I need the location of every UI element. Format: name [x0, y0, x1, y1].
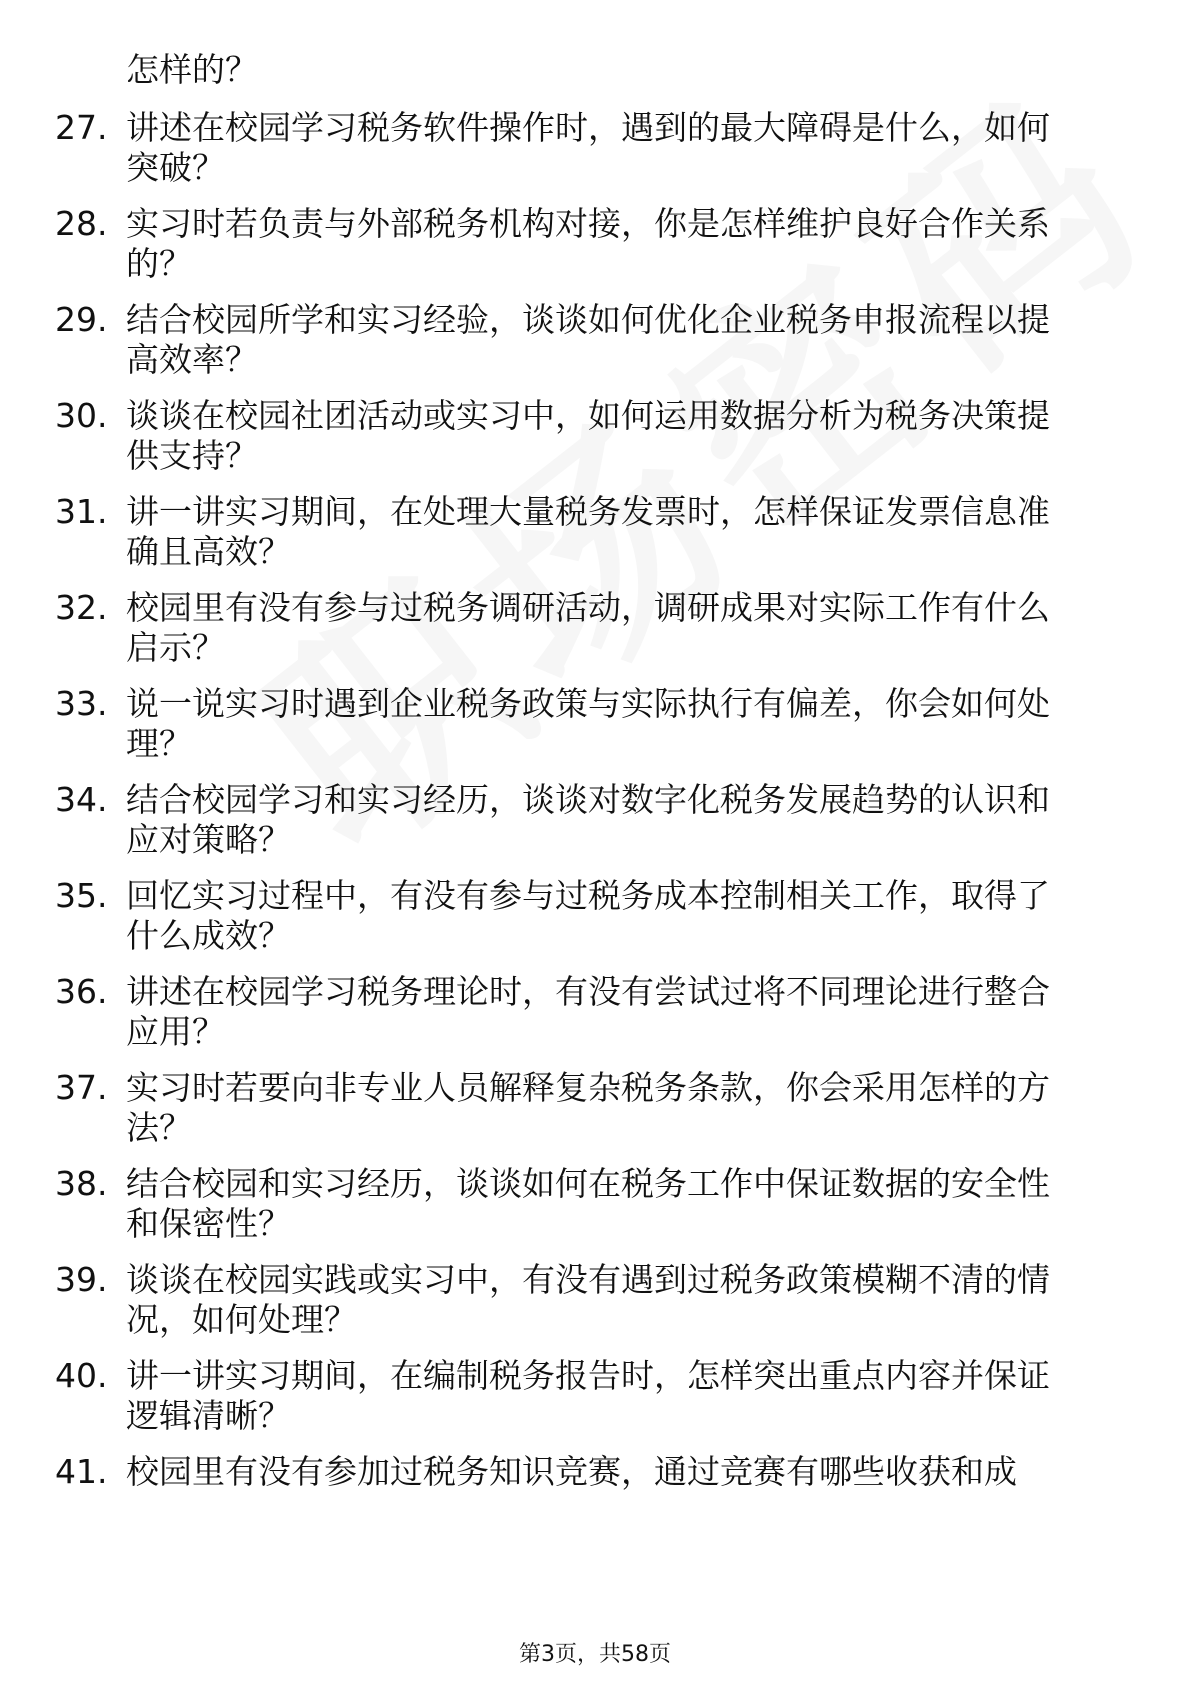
question-line: 启示？ [126, 628, 225, 667]
question-line: 回忆实习过程中，有没有参与过税务成本控制相关工作，取得了 [126, 876, 1050, 915]
question-number: 32. [55, 588, 108, 627]
question-text [126, 300, 1126, 380]
question-line: 结合校园所学和实习经验，谈谈如何优化企业税务申报流程以提 [126, 300, 1050, 339]
page-footer [0, 1641, 1190, 1669]
question-text [126, 876, 1126, 956]
question-number: 30. [55, 396, 108, 435]
question-line: 讲一讲实习期间，在处理大量税务发票时，怎样保证发票信息准 [126, 492, 1050, 531]
question-number: 37. [55, 1068, 108, 1107]
question-text [126, 1260, 1126, 1340]
question-text [126, 204, 1126, 284]
question-number: 29. [55, 300, 108, 339]
question-line: 谈谈在校园社团活动或实习中，如何运用数据分析为税务决策提 [126, 396, 1050, 435]
question-line: 理？ [126, 724, 192, 763]
question-line: 讲述在校园学习税务理论时，有没有尝试过将不同理论进行整合 [126, 972, 1050, 1011]
question-line: 谈谈在校园实践或实习中，有没有遇到过税务政策模糊不清的情 [126, 1260, 1050, 1299]
question-line: 高效率？ [126, 340, 258, 379]
question-number: 36. [55, 972, 108, 1011]
question-line: 应对策略？ [126, 820, 291, 859]
question-number: 31. [55, 492, 108, 531]
question-text [126, 1356, 1126, 1436]
question-number: 27. [55, 108, 108, 147]
question-text [126, 684, 1126, 764]
question-text [126, 492, 1126, 572]
question-number: 38. [55, 1164, 108, 1203]
question-line: 实习时若要向非专业人员解释复杂税务条款，你会采用怎样的方 [126, 1068, 1050, 1107]
question-text [126, 108, 1126, 188]
question-line: 校园里有没有参与过税务调研活动，调研成果对实际工作有什么 [126, 588, 1050, 627]
question-text [126, 1068, 1126, 1148]
question-line: 讲一讲实习期间，在编制税务报告时，怎样突出重点内容并保证 [126, 1356, 1050, 1395]
question-line: 和保密性？ [126, 1204, 291, 1243]
question-text [126, 1164, 1126, 1244]
question-line: 结合校园和实习经历，谈谈如何在税务工作中保证数据的安全性 [126, 1164, 1050, 1203]
question-line: 供支持？ [126, 436, 258, 475]
question-number: 34. [55, 780, 108, 819]
question-line: 结合校园学习和实习经历，谈谈对数字化税务发展趋势的认识和 [126, 780, 1050, 819]
question-line: 突破？ [126, 148, 225, 187]
page-number-label: 第3页，共58页 [519, 1642, 671, 1667]
question-line: 法？ [126, 1108, 192, 1147]
question-line: 校园里有没有参加过税务知识竞赛，通过竞赛有哪些收获和成 [126, 1452, 1017, 1491]
question-text [126, 972, 1126, 1052]
question-number: 40. [55, 1356, 108, 1395]
question-text [126, 780, 1126, 860]
question-text [126, 1452, 1126, 1492]
question-line: 应用？ [126, 1012, 225, 1051]
question-line: 确且高效？ [126, 532, 291, 571]
question-text [126, 588, 1126, 668]
question-line: 实习时若负责与外部税务机构对接，你是怎样维护良好合作关系 [126, 204, 1050, 243]
question-number: 28. [55, 204, 108, 243]
question-number: 41. [55, 1452, 108, 1491]
question-line: 况，如何处理？ [126, 1300, 357, 1339]
question-text [126, 396, 1126, 476]
continued-question-text: 怎样的？ [126, 50, 258, 89]
question-line: 的？ [126, 244, 192, 283]
question-line: 逻辑清晰？ [126, 1396, 291, 1435]
question-number: 33. [55, 684, 108, 723]
question-line: 什么成效？ [126, 916, 291, 955]
question-line: 说一说实习时遇到企业税务政策与实际执行有偏差，你会如何处 [126, 684, 1050, 723]
question-number: 39. [55, 1260, 108, 1299]
question-number: 35. [55, 876, 108, 915]
question-line: 讲述在校园学习税务软件操作时，遇到的最大障碍是什么，如何 [126, 108, 1050, 147]
